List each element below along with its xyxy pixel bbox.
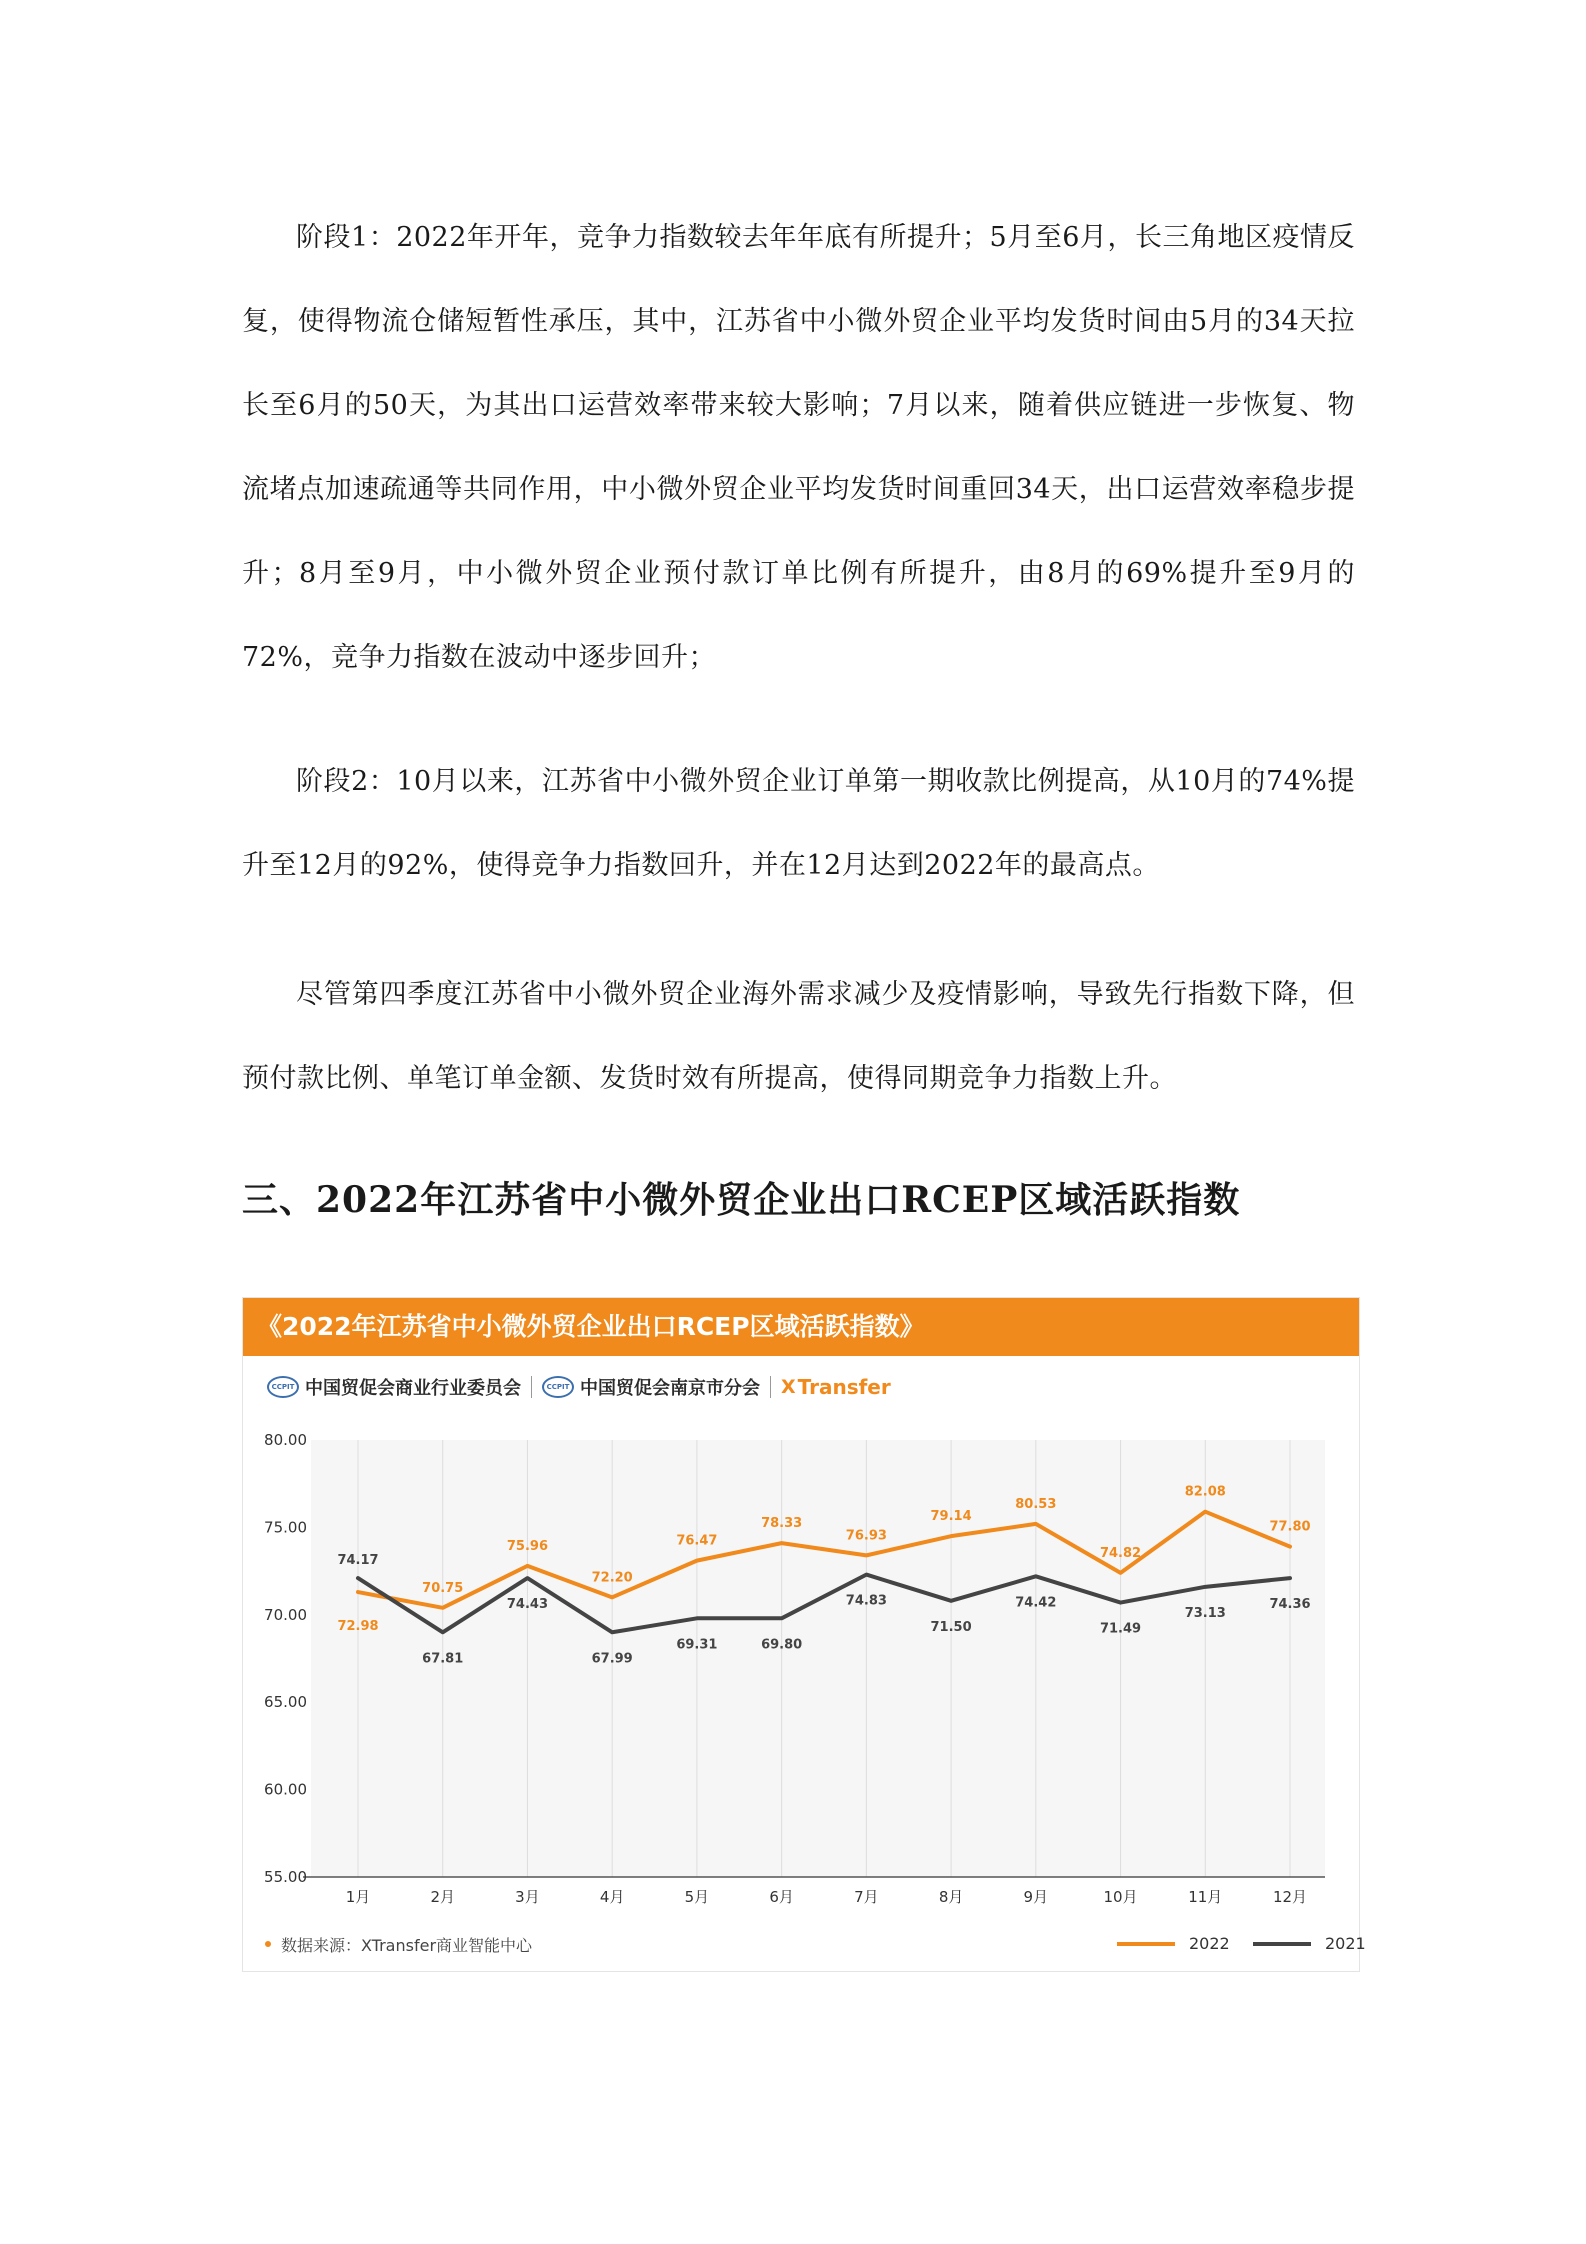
y-tick-label-5: 55.00 bbox=[264, 1868, 307, 1886]
paragraph-q4-summary: 尽管第四季度江苏省中小微外贸企业海外需求减少及疫情影响，导致先行指数下降，但预付款比例、单笔订单金额、发货时效有所提高，使得同期竞争力指数上升。 bbox=[242, 979, 1355, 1094]
x-tick-label-2: 2月 bbox=[430, 1888, 456, 1906]
data-label-2022-7: 76.93 bbox=[845, 1528, 887, 1544]
data-label-2021-8: 71.50 bbox=[930, 1619, 972, 1635]
data-label-2022-3: 75.96 bbox=[506, 1538, 549, 1554]
x-tick-label-4: 4月 bbox=[599, 1888, 625, 1906]
data-label-2022-4: 72.20 bbox=[591, 1570, 633, 1586]
xtransfer-logo-icon: X bbox=[781, 1376, 796, 1398]
x-tick-label-3: 3月 bbox=[515, 1888, 540, 1906]
y-tick-label-3: 65.00 bbox=[264, 1693, 307, 1712]
x-tick-label-9: 9月 bbox=[1023, 1888, 1049, 1906]
data-label-2022-6: 78.33 bbox=[761, 1516, 803, 1532]
data-label-2021-11: 73.13 bbox=[1184, 1605, 1226, 1621]
data-label-2022-11: 82.08 bbox=[1184, 1484, 1226, 1500]
paragraph-stage-2: 阶段2：10月以来，江苏省中小微外贸企业订单第一期收款比例提高，从10月的74%提升至12月的92%，使得竞争力指数回升，并在12月达到2022年的最高点。 bbox=[242, 766, 1355, 881]
legend-2022-line-icon bbox=[1117, 1942, 1175, 1946]
chart-card bbox=[242, 1297, 1366, 1972]
data-label-2022-8: 79.14 bbox=[930, 1509, 972, 1525]
xtransfer-logo-text: Transfer bbox=[797, 1375, 891, 1399]
data-label-2021-4: 67.99 bbox=[591, 1651, 633, 1667]
data-label-2021-1: 74.17 bbox=[337, 1553, 379, 1569]
paragraph-stage-1: 阶段1：2022年开年，竞争力指数较去年年底有所提升；5月至6月，长三角地区疫情反复，使得物流仓储短暂性承压，其中，江苏省中小微外贸企业平均发货时间由5月的34天拉长至6月的50天，为其出口运营效率带来较大影响；7月以来，随着供应链进一步恢复、物流堵点加速疏通等共同作用，中小微外贸企业平均发货时间重回34天，出口运营效率稳步提升；8月至9月，中小微外贸企业预付款订单比例有所提升，由8月的69%提升至9月的72%，竞争力指数在波动中逐步回升； bbox=[242, 222, 1355, 673]
x-tick-label-11: 11月 bbox=[1188, 1888, 1223, 1906]
x-tick-label-12: 12月 bbox=[1272, 1888, 1308, 1906]
data-source-note: 数据来源：XTransfer商业智能中心 bbox=[281, 1935, 533, 1955]
x-tick-label-5: 5月 bbox=[684, 1888, 710, 1906]
data-label-2022-9: 80.53 bbox=[1015, 1496, 1057, 1512]
chart-footer bbox=[265, 1931, 1366, 1957]
legend-2022-label: 2022 bbox=[1189, 1934, 1230, 1953]
logo-org-nanjing-branch: 中国贸促会南京市分会 bbox=[580, 1378, 760, 1399]
source-bullet-icon bbox=[265, 1941, 271, 1947]
data-label-2022-10: 74.82 bbox=[1099, 1545, 1142, 1561]
section-heading: 三、2022年江苏省中小微外贸企业出口RCEP区域活跃指数 bbox=[242, 1179, 1241, 1221]
data-label-2022-2: 70.75 bbox=[422, 1580, 464, 1596]
chart-title-banner: 《2022年江苏省中小微外贸企业出口RCEP区域活跃指数》 bbox=[243, 1298, 1359, 1356]
legend-2021-label: 2021 bbox=[1325, 1934, 1366, 1953]
x-tick-label-1: 1月 bbox=[345, 1888, 371, 1906]
data-label-2021-12: 74.36 bbox=[1269, 1597, 1311, 1613]
x-tick-label-6: 6月 bbox=[769, 1888, 794, 1906]
ccpit-seal-icon: CCPIT bbox=[267, 1376, 299, 1398]
x-tick-label-10: 10月 bbox=[1103, 1888, 1138, 1906]
data-label-2021-10: 71.49 bbox=[1099, 1621, 1142, 1637]
line-chart bbox=[243, 1298, 1361, 1928]
data-label-2022-12: 77.80 bbox=[1269, 1519, 1311, 1535]
data-label-2022-1: 72.98 bbox=[337, 1619, 379, 1635]
data-label-2022-5: 76.47 bbox=[676, 1533, 718, 1549]
data-label-2021-9: 74.42 bbox=[1015, 1595, 1057, 1611]
data-label-2021-5: 69.31 bbox=[676, 1637, 718, 1653]
ccpit-seal-icon-2: CCPIT bbox=[542, 1376, 574, 1398]
data-label-2021-3: 74.43 bbox=[506, 1597, 549, 1613]
legend-2021 bbox=[1253, 1934, 1366, 1953]
data-label-2021-6: 69.80 bbox=[761, 1637, 803, 1653]
y-tick-label-2: 70.00 bbox=[264, 1605, 307, 1624]
y-tick-label-4: 60.00 bbox=[264, 1780, 307, 1799]
legend-2021-line-icon bbox=[1253, 1942, 1311, 1946]
x-tick-label-8: 8月 bbox=[938, 1888, 964, 1906]
y-tick-label-0: 80.00 bbox=[264, 1431, 307, 1449]
logo-org-commerce-committee: 中国贸促会商业行业委员会 bbox=[305, 1378, 521, 1399]
data-label-2021-2: 67.81 bbox=[422, 1651, 464, 1667]
y-tick-label-1: 75.00 bbox=[264, 1518, 307, 1537]
data-label-2021-7: 74.83 bbox=[845, 1593, 887, 1609]
legend-2022 bbox=[1117, 1934, 1230, 1953]
x-tick-label-7: 7月 bbox=[854, 1888, 879, 1906]
